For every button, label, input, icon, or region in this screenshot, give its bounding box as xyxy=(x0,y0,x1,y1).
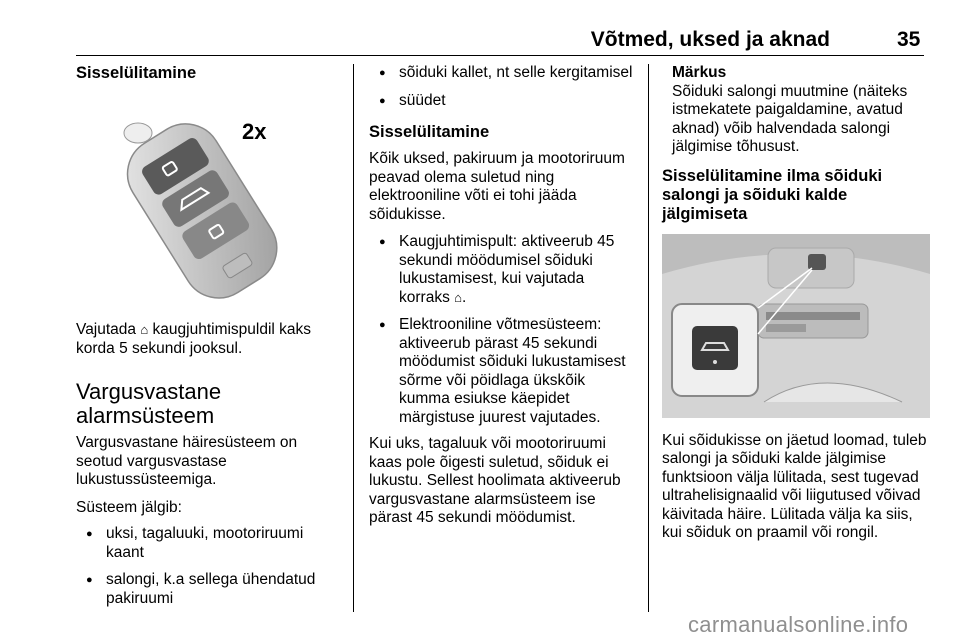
list-item: ● uksi, tagaluuki, mootoriruumi kaant xyxy=(76,525,338,562)
list-item xyxy=(369,233,634,307)
running-header-title: Võtmed, uksed ja aknad xyxy=(590,28,830,51)
note-text: Sõiduki salongi muutmine (näiteks istmekatete paigaldamine, avatud aknad) võib halvendada salongi jälgimise tõhusust. xyxy=(672,82,908,155)
section-heading: Sisselülitamine xyxy=(369,123,490,141)
paragraph: Kui uks, tagaluuk või mootoriruumi kaas pole õigesti suletud, sõiduk ei lukustu. Sellest hoolimata aktiveerub vargusvastane alarmsüsteem ise pärast 45 sekundi möödumist. xyxy=(369,435,621,526)
list-item-text: . xyxy=(462,288,467,306)
lock-icon: ⌂ xyxy=(140,322,149,337)
column-divider-2 xyxy=(648,64,649,612)
page-number: 35 xyxy=(897,28,921,51)
paragraph: Kui sõidukisse on jäetud loomad, tuleb salongi ja sõiduki kalde jälgimise funktsioon välja lülitada, sest tugevad ultrahelisignaalid või liigutused võivad käivitada häire. Lülitada välja ka siis, kui sõiduk on praamil või rongil. xyxy=(662,431,927,541)
column-3 xyxy=(662,64,930,543)
paragraph: Süsteem jälgib: xyxy=(76,498,182,516)
column-1 xyxy=(76,64,338,608)
note-label: Märkus xyxy=(672,64,727,81)
column-divider-1 xyxy=(353,64,354,612)
watermark: carmanualsonline.info xyxy=(688,612,909,637)
list-item: ● süüdet xyxy=(369,92,634,111)
key-fob-illustration xyxy=(76,93,338,305)
column-2 xyxy=(369,64,634,528)
note-block xyxy=(662,64,930,157)
section-heading: Sisselülitamine ilma sõiduki salongi ja sõiduki kalde jälgimiseta xyxy=(662,166,883,223)
list-item: ● sõiduki kallet, nt selle kergitamisel xyxy=(369,64,634,83)
paragraph: Kõik uksed, pakiruum ja mootoriruum peavad olema suletud ning elektrooniline võti ei tohi jääda sõidukisse. xyxy=(369,150,625,223)
lock-icon: ⌂ xyxy=(454,289,462,305)
paragraph: Vargusvastane häiresüsteem on seotud vargusvastase lukustussüsteemiga. xyxy=(76,434,298,488)
bullet-list xyxy=(76,525,338,608)
list-item-text: Kaugjuhtimispult: aktiveerub 45 sekundi möödumisel sõiduki lukustamisest, kui vajutada korraks xyxy=(399,233,615,306)
section-heading: Sisselülitamine xyxy=(76,64,197,82)
bullet-list xyxy=(369,233,634,427)
paragraph xyxy=(76,321,338,358)
paragraph-text: kaugjuhtimispuldil kaks korda 5 sekundi jooksul. xyxy=(76,321,312,357)
bullet-list xyxy=(369,64,634,110)
list-item: ● salongi, k.a sellega ühendatud pakiruumi xyxy=(76,571,338,608)
image-label-2x: 2x xyxy=(242,119,267,144)
interior-button-photo xyxy=(662,234,930,418)
list-item: ● Elektrooniline võtmesüsteem: aktiveerub pärast 45 sekundi möödumist sõiduki lukustamisest sõrme või pöidlaga ükskõik kumma esiukse käepidet märgistuse juurest vajutades. xyxy=(369,316,634,427)
section-title: Vargusvastane alarmsüsteem xyxy=(76,379,222,428)
paragraph-text: Vajutada xyxy=(76,321,137,338)
header-rule xyxy=(76,55,924,56)
